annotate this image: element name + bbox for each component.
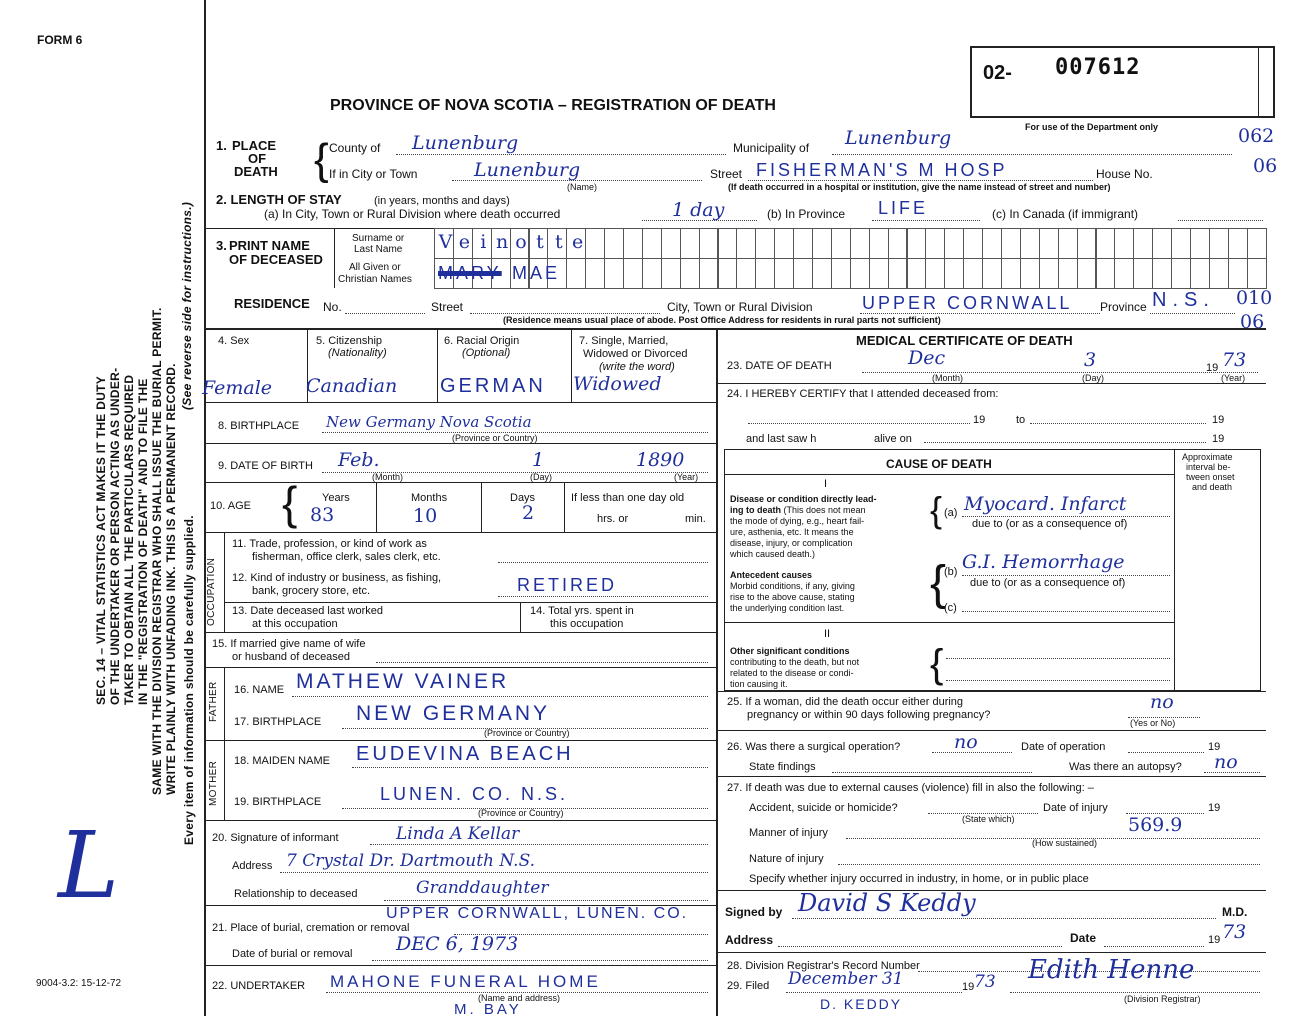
- name-letter-box: [1190, 228, 1210, 259]
- dob-day: 1: [532, 449, 545, 471]
- approx-3: tween onset: [1186, 472, 1235, 482]
- city-value: Lunenburg: [474, 159, 581, 181]
- name-letter-box: [1020, 258, 1040, 289]
- dob-year: 1890: [636, 449, 685, 471]
- name-letter-box: [1247, 228, 1267, 259]
- name-letter-box: [907, 228, 927, 259]
- name-letter-box: [850, 258, 870, 289]
- residence-note: (Residence means usual place of abode. Post Office Address for residents in rural parts not sufficient): [503, 315, 941, 325]
- name-letter-box: [604, 228, 624, 259]
- q24-to: to: [1016, 414, 1026, 426]
- stay-canada-label: (c) In Canada (if immigrant): [992, 207, 1139, 221]
- burial-place: UPPER CORNWALL, LUNEN. CO.: [386, 905, 689, 922]
- name-letter-box: [1209, 258, 1229, 289]
- name-letter-box: [585, 258, 605, 289]
- name-letter-box: [944, 258, 964, 289]
- undertaker-value2: M. BAY: [454, 1001, 522, 1018]
- citizenship-sub: (Nationality): [328, 347, 387, 359]
- name-letter-box: [869, 228, 889, 259]
- birthplace-value: New Germany Nova Scotia: [326, 413, 532, 431]
- residence-street-label: Street: [431, 300, 464, 314]
- part-i: I: [824, 478, 828, 490]
- medical-title: MEDICAL CERTIFICATE OF DEATH: [856, 333, 1073, 348]
- other-2: contributing to the death, but not: [730, 657, 860, 667]
- q27-label: 27. If death was due to external causes (violence) fill in also the following: –: [727, 782, 1094, 794]
- cause-c-label: (c): [944, 602, 957, 614]
- q14-label: 14. Total yrs. spent in: [530, 605, 634, 617]
- name-letter-box: [963, 228, 983, 259]
- q11-sub: fisherman, office clerk, sales clerk, etc.: [252, 551, 441, 563]
- dod-month: Dec: [908, 347, 946, 369]
- name-letter-box: [699, 258, 719, 289]
- surname-letter: V: [438, 231, 453, 253]
- surname-letter: e: [458, 231, 470, 253]
- county-value: Lunenburg: [412, 132, 519, 154]
- father-birthplace-label: 17. BIRTHPLACE: [234, 716, 322, 728]
- name-letter-box: [982, 228, 1002, 259]
- name-letter-box: [566, 258, 586, 289]
- name-letter-box: [793, 228, 813, 259]
- name-letter-box: [1001, 228, 1021, 259]
- informant-address-label: Address: [232, 860, 273, 872]
- name-letter-box: [1152, 258, 1172, 289]
- name-letter-box: [831, 228, 851, 259]
- dob-month: Feb.: [338, 449, 380, 471]
- side-text-6: WRITE PLAINLY WITH UNFADING INK. THIS IS A PERMANENT RECORD.: [164, 363, 178, 795]
- physician-address-label: Address: [725, 933, 774, 947]
- form-label: FORM 6: [37, 33, 83, 47]
- informant-relation-label: Relationship to deceased: [234, 888, 358, 900]
- injury-date-19: 19: [1208, 802, 1221, 814]
- accident-label: Accident, suicide or homicide?: [749, 802, 898, 814]
- cause-b-label: (b): [944, 566, 958, 578]
- q24-label: 24. I HEREBY CERTIFY that I attended deceased from:: [727, 388, 999, 400]
- name-letter-box: [944, 228, 964, 259]
- dob-year-sub: (Year): [674, 472, 699, 482]
- reg-number: 007612: [1055, 55, 1141, 80]
- q12-label: 12. Kind of industry or business, as fishing,: [232, 572, 442, 584]
- injury-date-label: Date of injury: [1043, 802, 1108, 814]
- stay-city-value: 1 day: [672, 199, 725, 221]
- mother-maiden-label: 18. MAIDEN NAME: [234, 755, 330, 767]
- ante-4: the underlying condition last.: [730, 603, 845, 613]
- q23-label: 23. DATE OF DEATH: [727, 360, 832, 372]
- residence-label: RESIDENCE: [234, 296, 310, 311]
- name-letter-box: [982, 258, 1002, 289]
- hospital-note: (If death occurred in a hospital or institution, give the name instead of street and number): [728, 182, 1111, 192]
- cause-a-value: Myocard. Infarct: [964, 493, 1127, 515]
- age-months-label: Months: [411, 492, 448, 504]
- county-label: County of: [329, 141, 381, 155]
- informant-address: 7 Crystal Dr. Dartmouth N.S.: [286, 851, 536, 871]
- surname-letter: o: [515, 231, 527, 253]
- birthplace-sub: (Province or Country): [452, 433, 538, 443]
- place-label-of: OF: [248, 151, 267, 166]
- name-letter-box: [1039, 258, 1059, 289]
- q25-label: 25. If a woman, did the death occur either during: [727, 696, 964, 708]
- direct-6: disease, injury, or complication: [730, 538, 853, 548]
- q14-sub: this occupation: [550, 618, 624, 630]
- name-letter-box: [604, 258, 624, 289]
- name-letter-box: [661, 258, 681, 289]
- undertaker-sub: (Name and address): [478, 993, 561, 1003]
- approx-4: and death: [1192, 482, 1233, 492]
- code-res2: 06: [1240, 311, 1265, 333]
- residence-province-label: Province: [1100, 300, 1147, 314]
- name-letter-box: [623, 258, 643, 289]
- name-letter-box: [850, 228, 870, 259]
- q26-value: no: [954, 731, 978, 753]
- house-label: House No.: [1096, 167, 1153, 181]
- dod-year: 73: [1222, 349, 1247, 371]
- q25-value: no: [1150, 691, 1174, 713]
- city-label: If in City or Town: [329, 167, 418, 181]
- given-label1: All Given or: [349, 262, 401, 273]
- surname-letter: t: [536, 231, 544, 253]
- place-label: PLACE: [232, 138, 277, 153]
- filed-date: December 31: [788, 969, 904, 989]
- name-letter-box: [812, 258, 832, 289]
- stay-label: 2. LENGTH OF STAY: [216, 192, 342, 207]
- direct-7: which caused death.): [730, 549, 816, 559]
- cause-b-due-to: due to (or as a consequence of): [970, 577, 1126, 589]
- side-text-2: OF THE UNDERTAKER OR PERSON ACTING AS UNDER-: [108, 367, 122, 705]
- q29-label: 29. Filed: [727, 980, 770, 992]
- age-min-label: min.: [685, 513, 706, 525]
- form-left-border: [204, 0, 206, 1016]
- cause-title: CAUSE OF DEATH: [886, 457, 992, 471]
- name-num: 3.: [216, 238, 227, 253]
- name-letter-box: [907, 258, 927, 289]
- name-letter-box: [1077, 258, 1097, 289]
- father-name: MATHEW VAINER: [296, 670, 510, 693]
- reg-prefix: 02-: [983, 62, 1012, 84]
- name-letter-box: [774, 228, 794, 259]
- mother-maiden: EUDEVINA BEACH: [356, 743, 574, 765]
- name-letter-box: [793, 258, 813, 289]
- approx-2: interval be-: [1186, 462, 1231, 472]
- ante-1: Antecedent causes: [730, 570, 813, 580]
- place-num: 1.: [216, 138, 227, 153]
- specify-label: Specify whether injury occurred in industry, in home, or in public place: [749, 873, 1089, 885]
- direct-2: ing to death: [730, 505, 781, 515]
- mother-birthplace: LUNEN. CO. N.S.: [380, 784, 569, 804]
- name-letter-box: [1114, 258, 1134, 289]
- q15-sub: or husband of deceased: [232, 651, 351, 663]
- dod-day: 3: [1084, 349, 1097, 371]
- name-letter-box: [1058, 258, 1078, 289]
- name-letter-box: [1171, 228, 1191, 259]
- q13-sub: at this occupation: [252, 618, 338, 630]
- given-value: MAE: [512, 263, 561, 283]
- name-letter-box: [718, 258, 738, 289]
- race-label: 6. Racial Origin: [444, 335, 520, 347]
- age-hrs-label: hrs. or: [597, 513, 629, 525]
- name-letter-box: [736, 258, 756, 289]
- name-letter-box: [1096, 228, 1116, 259]
- name-letter-box: [1114, 228, 1134, 259]
- q26-label: 26. Was there a surgical operation?: [727, 741, 901, 753]
- undertaker-value: MAHONE FUNERAL HOME: [330, 972, 601, 991]
- q28-label: 28. Division Registrar's Record Number: [727, 960, 920, 972]
- dod-month-sub: (Month): [932, 373, 964, 383]
- residence-no-label: No.: [323, 300, 342, 314]
- surname-letter: e: [572, 231, 584, 253]
- state-findings-label: State findings: [749, 761, 816, 773]
- name-letter-box: [1247, 258, 1267, 289]
- name-letter-box: [1209, 228, 1229, 259]
- informant-relation: Granddaughter: [416, 878, 549, 898]
- code-county: 062: [1238, 125, 1275, 147]
- name-note: (Name): [567, 182, 598, 192]
- form-code: 9004-3.2: 15-12-72: [36, 978, 122, 989]
- street-value: FISHERMAN'S M HOSP: [756, 160, 1008, 180]
- filed-19: 19: [962, 981, 975, 993]
- q24-from-19: 19: [973, 414, 986, 426]
- dod-year-sub: (Year): [1221, 373, 1246, 383]
- name-letter-box: [623, 228, 643, 259]
- autopsy-label: Was there an autopsy?: [1069, 761, 1182, 773]
- filed-year: 73: [974, 972, 996, 992]
- name-letter-box: [1171, 258, 1191, 289]
- name-letter-box: [1058, 228, 1078, 259]
- name-letter-box: [925, 228, 945, 259]
- birthplace-label: 8. BIRTHPLACE: [218, 420, 300, 432]
- handwritten-initial: L: [58, 812, 120, 919]
- dob-label: 9. DATE OF BIRTH: [218, 460, 313, 472]
- nature-label: Nature of injury: [749, 853, 824, 865]
- burial-date-label: Date of burial or removal: [232, 948, 353, 960]
- part-ii: II: [824, 628, 831, 640]
- age-months: 10: [413, 505, 438, 527]
- cause-a-due-to: due to (or as a consequence of): [972, 518, 1128, 530]
- dob-month-sub: (Month): [372, 472, 404, 482]
- name-letter-box: [1190, 258, 1210, 289]
- q25-sub: pregnancy or within 90 days following pregnancy?: [747, 709, 991, 721]
- age-days-label: Days: [510, 492, 536, 504]
- mother-birthplace-label: 19. BIRTHPLACE: [234, 796, 322, 808]
- sex-value: Female: [202, 377, 273, 399]
- undertaker-label: 22. UNDERTAKER: [212, 980, 306, 992]
- name-letter-box: [755, 228, 775, 259]
- father-name-label: 16. NAME: [234, 684, 285, 696]
- other-3: related to the disease or condi-: [730, 668, 854, 678]
- stay-city-label: (a) In City, Town or Rural Division where death occurred: [264, 207, 561, 221]
- state-which-sub: (State which): [962, 814, 1015, 824]
- surname-letter: n: [495, 231, 509, 253]
- registrar-sub: (Division Registrar): [1124, 994, 1201, 1004]
- physician-date-19: 19: [1208, 934, 1221, 946]
- age-years: 83: [310, 504, 335, 526]
- q24-alive-on: alive on: [874, 433, 912, 445]
- other-1: Other significant conditions: [730, 646, 850, 656]
- name-letter-box: [1133, 258, 1153, 289]
- q15-label: 15. If married give name of wife: [212, 638, 366, 650]
- dept-use-label: For use of the Department only: [1025, 122, 1159, 132]
- name-letter-box: [1096, 258, 1116, 289]
- how-sub: (How sustained): [1032, 838, 1098, 848]
- street-label: Street: [710, 167, 743, 181]
- side-text-4: IN THE "REGISTRATION OF DEATH" AND TO FILE THE: [136, 378, 150, 705]
- q12-value: RETIRED: [517, 575, 618, 595]
- physician-signature: David S Keddy: [798, 889, 976, 917]
- name-letter-box: [699, 228, 719, 259]
- direct-1: Disease or condition directly lead-: [730, 494, 877, 504]
- race-value: GERMAN: [440, 375, 546, 397]
- race-sub: (Optional): [462, 347, 511, 359]
- age-less-label: If less than one day old: [571, 492, 685, 504]
- name-letter-box: [812, 228, 832, 259]
- occupation-side-label: OCCUPATION: [206, 557, 217, 626]
- registrar-signature: Edith Henne: [1028, 955, 1195, 985]
- surname-label2: Last Name: [354, 244, 403, 255]
- dob-day-sub: (Day): [530, 472, 552, 482]
- father-birthplace: NEW GERMANY: [356, 702, 551, 725]
- side-text-1: SEC. 14 – VITAL STATISTICS ACT MAKES IT THE DUTY: [94, 375, 108, 705]
- other-4: tion causing it.: [730, 679, 788, 689]
- registrar-stamp: D. KEDDY: [820, 996, 903, 1012]
- direct-4: the mode of dying, e.g., heart fail-: [730, 516, 865, 526]
- q24-alive-19: 19: [1212, 433, 1225, 445]
- approx-1: Approximate: [1182, 452, 1233, 462]
- name-letter-box: [1228, 228, 1248, 259]
- code-res1: 010: [1236, 287, 1273, 309]
- name-letter-box: [642, 258, 662, 289]
- cause-a-label: (a): [944, 507, 958, 519]
- surname-letter: i: [480, 231, 487, 253]
- direct-5: ure, asthenia, etc. It means the: [730, 527, 854, 537]
- name-label1: PRINT NAME: [229, 238, 310, 253]
- burial-place-label: 21. Place of burial, cremation or removal: [212, 922, 410, 934]
- name-letter-box: [831, 258, 851, 289]
- mother-birthplace-sub: (Province or Country): [478, 808, 564, 818]
- father-birthplace-sub: (Province or Country): [484, 728, 570, 738]
- name-letter-box: [888, 258, 908, 289]
- name-letter-box: [642, 228, 662, 259]
- name-letter-box: [1152, 228, 1172, 259]
- surname-value: [436, 232, 587, 252]
- stay-sub: (in years, months and days): [374, 195, 510, 207]
- citizenship-label: 5. Citizenship: [316, 335, 383, 347]
- md-label: M.D.: [1222, 905, 1248, 919]
- physician-date-year: 73: [1222, 921, 1247, 943]
- stay-province-label: (b) In Province: [767, 207, 846, 221]
- q25-yes-no: (Yes or No): [1130, 718, 1176, 728]
- name-letter-box: [1039, 228, 1059, 259]
- name-letter-box: [680, 228, 700, 259]
- given-label2: Christian Names: [338, 274, 412, 285]
- name-letter-box: [925, 258, 945, 289]
- name-letter-box: [1020, 228, 1040, 259]
- name-letter-box: [718, 228, 738, 259]
- dod-year-prefix: 19: [1206, 362, 1219, 374]
- q13-label: 13. Date deceased last worked: [232, 605, 384, 617]
- name-letter-box: [1077, 228, 1097, 259]
- q24-to-19: 19: [1212, 414, 1225, 426]
- name-label2: OF DECEASED: [229, 252, 323, 267]
- informant-sig-label: 20. Signature of informant: [212, 832, 339, 844]
- surname-letter: t: [554, 231, 563, 253]
- residence-city: UPPER CORNWALL: [862, 293, 1073, 313]
- residence-city-label: City, Town or Rural Division: [667, 300, 813, 314]
- citizenship-value: Canadian: [306, 375, 398, 397]
- q12-sub: bank, grocery store, etc.: [252, 585, 370, 597]
- q11-label: 11. Trade, profession, or kind of work as: [232, 538, 427, 550]
- name-letter-box: [1001, 258, 1021, 289]
- code-value: 569.9: [1128, 814, 1183, 836]
- age-years-label: Years: [322, 492, 350, 504]
- ante-3: rise to the above cause, stating: [730, 592, 855, 602]
- marital-label1: 7. Single, Married,: [579, 335, 669, 347]
- direct-3: (This does not mean: [783, 505, 866, 515]
- manner-label: Manner of injury: [749, 827, 828, 839]
- name-letter-box: [755, 258, 775, 289]
- surname-label1: Surname or: [352, 233, 405, 244]
- name-letter-box: [888, 228, 908, 259]
- name-letter-box: [869, 258, 889, 289]
- autopsy-value: no: [1214, 751, 1238, 773]
- side-text-3: TAKER TO OBTAIN ALL THE PARTICULARS REQUIRED: [122, 374, 136, 705]
- cause-b-value: G.I. Hemorrhage: [962, 551, 1125, 573]
- stay-province-value: LIFE: [878, 198, 929, 218]
- name-letter-box: [680, 258, 700, 289]
- burial-date: DEC 6, 1973: [396, 933, 519, 955]
- place-label-death: DEATH: [234, 164, 278, 179]
- form-title: PROVINCE OF NOVA SCOTIA – REGISTRATION OF DEATH: [330, 97, 776, 114]
- informant-signature: Linda A Kellar: [396, 824, 520, 844]
- q26-op-date-label: Date of operation: [1021, 741, 1106, 753]
- father-side-label: FATHER: [208, 681, 219, 722]
- marital-value: Widowed: [573, 373, 662, 395]
- mother-side-label: MOTHER: [208, 760, 219, 806]
- name-letter-box: [736, 228, 756, 259]
- name-letter-box: [661, 228, 681, 259]
- given-struck: MARY: [438, 263, 502, 283]
- sex-label: 4. Sex: [218, 335, 250, 347]
- marital-sub: (write the word): [599, 361, 675, 373]
- residence-province: N.S.: [1152, 289, 1215, 311]
- marital-label2: Widowed or Divorced: [583, 348, 688, 360]
- signed-label: Signed by: [725, 905, 783, 919]
- name-letter-box: [963, 258, 983, 289]
- age-label: 10. AGE: [210, 500, 251, 512]
- ante-2: Morbid conditions, if any, giving: [730, 581, 855, 591]
- q24-last-seen: and last saw h: [746, 433, 817, 445]
- physician-date-label: Date: [1070, 931, 1097, 945]
- municipality-value: Lunenburg: [845, 127, 952, 149]
- side-note-reverse: (See reverse side for instructions.): [180, 201, 194, 410]
- code-city: 06: [1253, 155, 1278, 177]
- name-letter-box: [1133, 228, 1153, 259]
- municipality-label: Municipality of: [733, 141, 810, 155]
- name-letter-box: [774, 258, 794, 289]
- name-letter-box: [585, 228, 605, 259]
- dod-day-sub: (Day): [1082, 373, 1104, 383]
- side-text-5: SAME WITH THE DIVISION REGISTRAR WHO SHALL ISSUE THE BURIAL PERMIT.: [150, 307, 164, 795]
- age-days: 2: [522, 502, 535, 524]
- q26-op-19: 19: [1208, 741, 1221, 753]
- name-letter-box: [1228, 258, 1248, 289]
- side-note-careful: Every item of information should be carefully supplied.: [182, 515, 196, 845]
